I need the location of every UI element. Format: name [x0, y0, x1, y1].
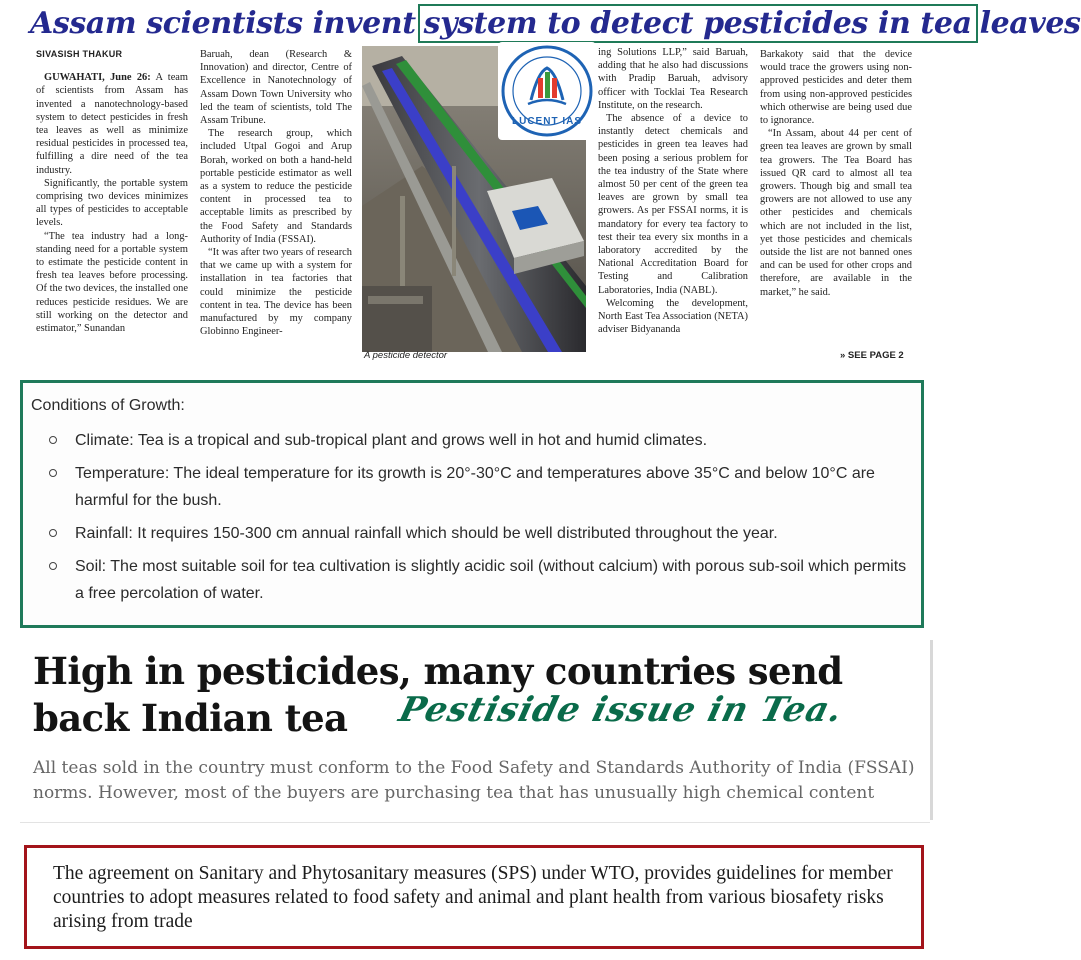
col5-paragraph-1: Barkakoty said that the device would trace the growers using non- approved pesticides and deter them from using non-approved pesticides which otherwise are being used due to ignorance.	[760, 49, 912, 127]
col2-paragraph-3: “It was after two years of research that we came up with a system for installation in tea factories that could minimize the pesticide content in tea. The device has been manufactured by my company Globinno Engineer-	[200, 247, 352, 338]
bullet-icon	[49, 469, 57, 477]
col4-paragraph-2: The absence of a device to instantly detect chemicals and pesticides in green tea leaves had been posing a serious problem for the tea industry of the State where almost 50 per cent of the green tea leaves are grown by small tea growers. As per FSSAI norms, it is mandatory for every tea factory to test their tea every six months in a laboratory accredited by the National Accreditation Board for Testing and Calibration Laboratories, India (NABL).	[598, 113, 748, 296]
headline-line-1: High in pesticides, many countries send	[33, 649, 843, 693]
bullet-icon	[49, 436, 57, 444]
growth-item-rainfall	[45, 520, 915, 547]
scrollbar[interactable]	[930, 640, 933, 820]
article-column-2	[200, 48, 352, 366]
col2-paragraph-2: The research group, which included Utpal Gogoi and Arup Borah, worked on both a hand-held portable pesticide estimator as well as a system to reduce the pesticide content in processed tea to acceptable limits as prescribed by the Food Safety and Standards Authority of India (FSSAI).	[200, 128, 352, 245]
col1-paragraph-2: Significantly, the portable system comprising two devices minimizes all types of pesticides to acceptable levels.	[36, 177, 188, 229]
col4-paragraph-1: ing Solutions LLP,” said Baruah, adding that he also had discussions with Pradip Baruah, advisory officer with Tocklai Tea Research Institute, on the research.	[598, 47, 748, 111]
lucent-ias-logo	[498, 42, 596, 140]
photo-caption: A pesticide detector	[364, 350, 448, 361]
headline-part-3: leaves	[979, 6, 1081, 41]
headline-highlighted: system to detect pesticides in tea	[418, 4, 978, 43]
growth-item-climate	[45, 427, 915, 454]
byline: SIVASISH THAKUR	[36, 49, 123, 59]
growth-item-text: Soil: The most suitable soil for tea cultivation is slightly acidic soil (without calcium) with porous sub-soil which permits a free percolation of water.	[75, 558, 907, 602]
article-column-4	[598, 46, 748, 364]
col2-paragraph-1: Baruah, dean (Research & Innovation) and director, Centre of Excellence in Nanotechnology of Assam Down Town University who led the team of scientists, told The Assam Tribune.	[200, 49, 352, 127]
sps-agreement-box	[24, 845, 924, 949]
col4-paragraph-3: Welcoming the development, North East Tea Association (NETA) adviser Bidyananda	[598, 297, 748, 336]
logo-emblem	[498, 42, 596, 140]
growth-item-text: Climate: Tea is a tropical and sub-tropical plant and grows well in hot and humid climates.	[75, 432, 708, 449]
handwritten-note: Pestiside issue in Tea.	[395, 690, 848, 730]
growth-item-soil	[45, 553, 915, 607]
see-page-link[interactable]: » SEE PAGE 2	[840, 350, 904, 361]
sps-text: The agreement on Sanitary and Phytosanitary measures (SPS) under WTO, provides guidelines for member countries to adopt measures related to food safety and animal and plant health from various biosafety risks arising from trade	[53, 863, 893, 932]
conditions-of-growth-box	[20, 380, 924, 628]
growth-item-temperature	[45, 460, 915, 514]
col1-paragraph-3: “The tea industry had a long-standing need for a portable system to estimate the pesticide content in fresh tea leaves before processing. Of the two devices, the installed one reduces pesticide residues. We are still working on the detector and estimator,” Sunandan	[36, 230, 188, 335]
growth-title: Conditions of Growth:	[31, 397, 185, 414]
bullet-icon	[49, 529, 57, 537]
col5-paragraph-2: “In Assam, about 44 per cent of green tea leaves are grown by small tea growers. The Tea Board has issued QR card to almost all tea growers. Though big and small tea growers are not allowed to use any other pesticides and chemicals which are not included in the list, yet those pesticides and chemicals outside the list are not banned ones and can be used for other crops and therefore, are available in the market,” he said.	[760, 128, 912, 298]
divider	[20, 822, 930, 823]
second-article-subhead: All teas sold in the country must conform to the Food Safety and Standards Authority of India (FSSAI) norms. However, most of the buyers are purchasing tea that has unusually high chemical content	[33, 758, 915, 803]
bullet-icon	[49, 562, 57, 570]
headline-part-1: Assam scientists invent	[30, 6, 416, 41]
growth-list	[45, 427, 915, 613]
headline-line-2: back Indian tea	[33, 696, 348, 740]
growth-item-text: Rainfall: It requires 150-300 cm annual rainfall which should be well distributed throughout the year.	[75, 525, 778, 542]
logo-text: LUCENT IAS	[512, 116, 582, 127]
article-headline	[30, 2, 1081, 46]
article-column-1	[36, 48, 188, 366]
col1-paragraph-1: A team of scientists from Assam has invented a nanotechnology-based system to detect pesticides in fresh tea leaves as well as minimize residual pesticides in processed tea, fulfilling a dire need of the tea industry.	[36, 72, 188, 176]
dateline: GUWAHATI, June 26:	[44, 72, 151, 84]
growth-item-text: Temperature: The ideal temperature for its growth is 20°-30°C and temperatures above 35°C and below 10°C are harmful for the bush.	[75, 465, 875, 509]
article-column-5	[760, 48, 912, 366]
